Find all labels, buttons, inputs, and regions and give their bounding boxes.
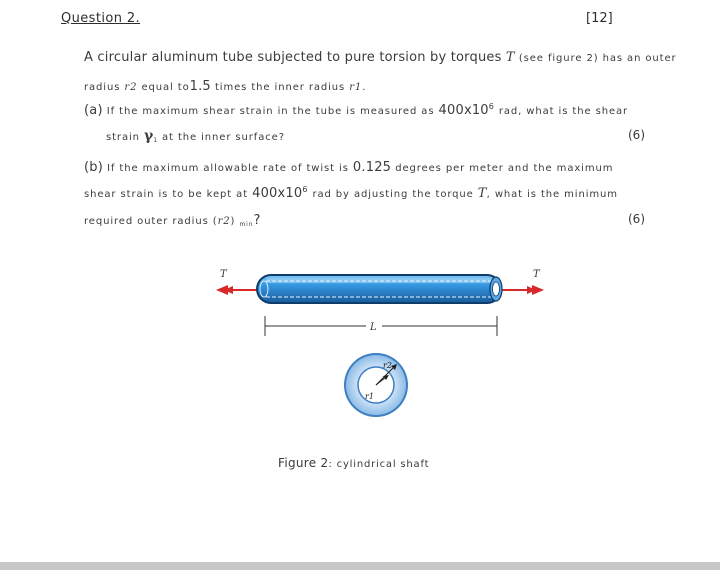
inner-radius-label: r1	[365, 392, 374, 401]
radius-ratio: 1.5	[189, 79, 211, 94]
gamma-symbol: γ	[143, 128, 154, 144]
length-label: L	[370, 322, 377, 333]
part-a-strain-value: 400x10	[438, 103, 489, 118]
part-b-line-2: shear strain is to be kept at $400x10^6$ rad by adjusting the torque T, what is the minimum	[84, 185, 618, 201]
outer-radius-symbol: r2	[124, 82, 138, 93]
part-a-line-1: (a) If the maximum shear strain in the tube is measured as $400x10^6$ rad, what is the shear	[84, 102, 629, 118]
part-b-line-3: required outer radius (r2) $_{min}$?	[84, 213, 261, 228]
cross-section	[344, 353, 408, 417]
part-a-marks: (6)	[628, 128, 645, 142]
intro-line-2: radius r2 equal to1.5 times the inner radius r1.	[84, 79, 367, 94]
twist-rate-value: 0.125	[352, 160, 392, 175]
part-b-line-1: (b) If the maximum allowable rate of twist is 0.125 degrees per meter and the maximum	[84, 160, 614, 175]
shaft-figure	[200, 256, 560, 426]
torque-symbol: T	[505, 50, 515, 65]
question-title: Question 2.	[61, 11, 141, 26]
figure-caption: Figure 2: cylindrical shaft	[278, 456, 430, 470]
part-b-strain-value: 400x10	[252, 186, 303, 201]
inner-radius-symbol: r1	[349, 82, 363, 93]
right-torque-label: T	[533, 269, 540, 280]
left-torque-label: T	[220, 269, 227, 280]
left-torque-arrow	[216, 285, 258, 295]
torque-symbol-b: T	[477, 186, 487, 201]
outer-radius-symbol-b: r2	[217, 216, 231, 227]
outer-radius-label: r2	[383, 361, 392, 370]
part-b-marks: (6)	[628, 212, 645, 226]
question-total-marks: [12]	[586, 11, 613, 26]
part-a-line-2: strain $\gamma_1$ at the inner surface?	[106, 128, 285, 144]
length-dimension	[265, 316, 497, 336]
aluminum-tube	[256, 274, 502, 304]
bottom-scroll-bar	[0, 562, 720, 570]
intro-line-1: A circular aluminum tube subjected to pure torsion by torques T (see figure 2) has an outer	[84, 50, 677, 65]
right-torque-arrow	[500, 285, 544, 295]
